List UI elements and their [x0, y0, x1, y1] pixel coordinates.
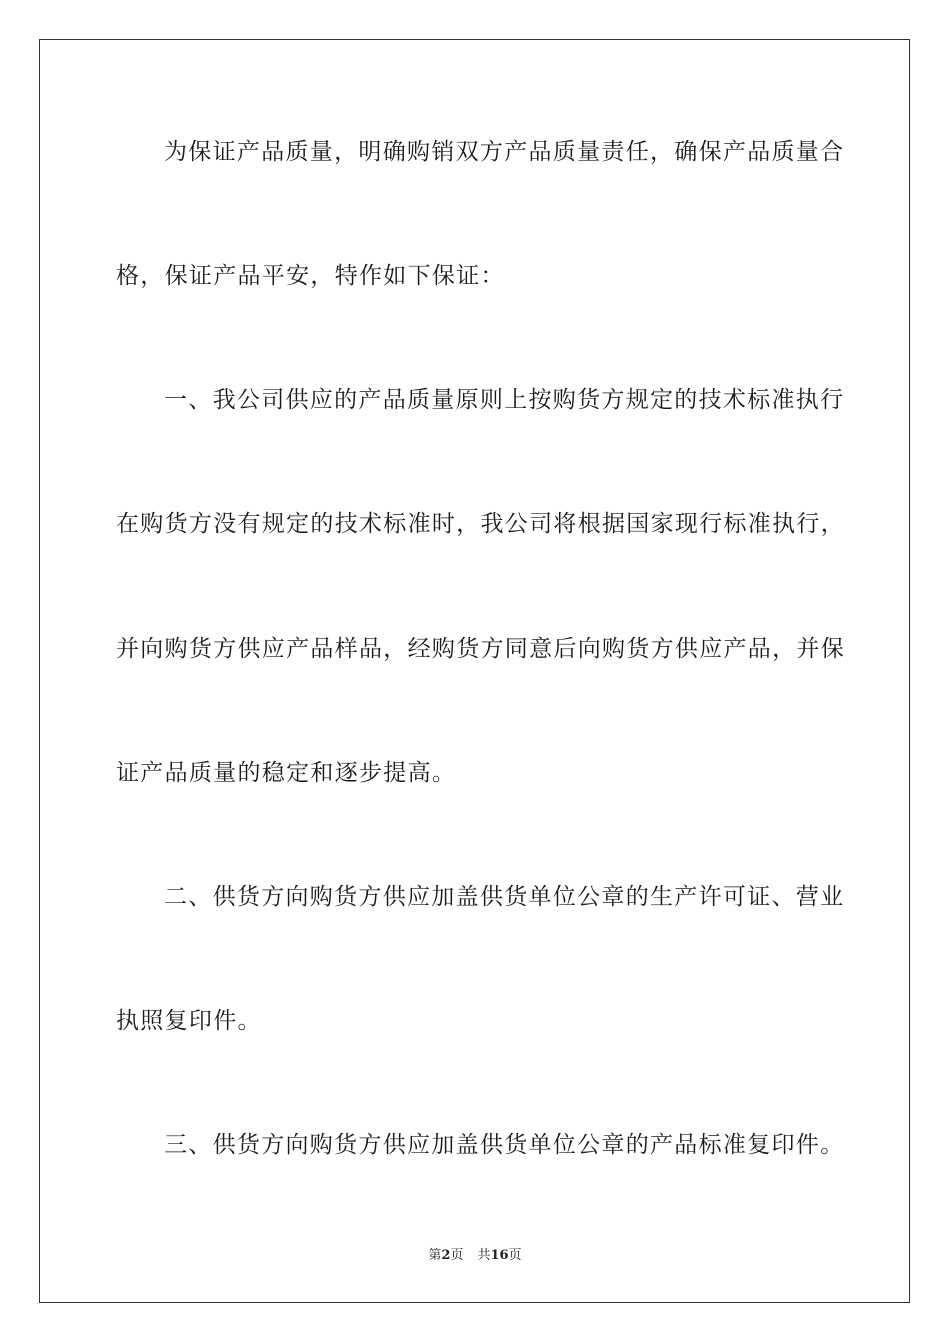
clause-1-line-1: 一、我公司供应的产品质量原则上按购货方规定的技术标准执行: [164, 387, 845, 413]
page-number: 2: [441, 1248, 451, 1263]
clause-2-line-1: 二、供货方向购货方供应加盖供货单位公章的生产许可证、营业: [164, 884, 845, 910]
paragraph-intro-line-1: 为保证产品质量，明确购销双方产品质量责任，确保产品质量合: [164, 139, 845, 165]
page-suffix: 页: [450, 1248, 464, 1263]
total-prefix: 共: [477, 1248, 491, 1263]
page-prefix: 第: [428, 1248, 442, 1263]
clause-1-line-4: 证产品质量的稳定和逐步提高。: [116, 760, 457, 786]
clause-1-line-3: 并向购货方供应产品样品，经购货方同意后向购货方供应产品，并保: [116, 636, 845, 662]
total-suffix: 页: [508, 1248, 522, 1263]
paragraph-intro-line-2: 格，保证产品平安，特作如下保证：: [116, 263, 505, 289]
clause-3-line-1: 三、供货方向购货方供应加盖供货单位公章的产品标准复印件。: [164, 1132, 845, 1158]
page-border: [39, 39, 910, 1303]
clause-1-line-2: 在购货方没有规定的技术标准时，我公司将根据国家现行标准执行，: [116, 511, 845, 537]
total-pages: 16: [490, 1248, 509, 1263]
clause-2-line-2: 执照复印件。: [116, 1008, 262, 1034]
page-footer: [0, 1247, 950, 1265]
